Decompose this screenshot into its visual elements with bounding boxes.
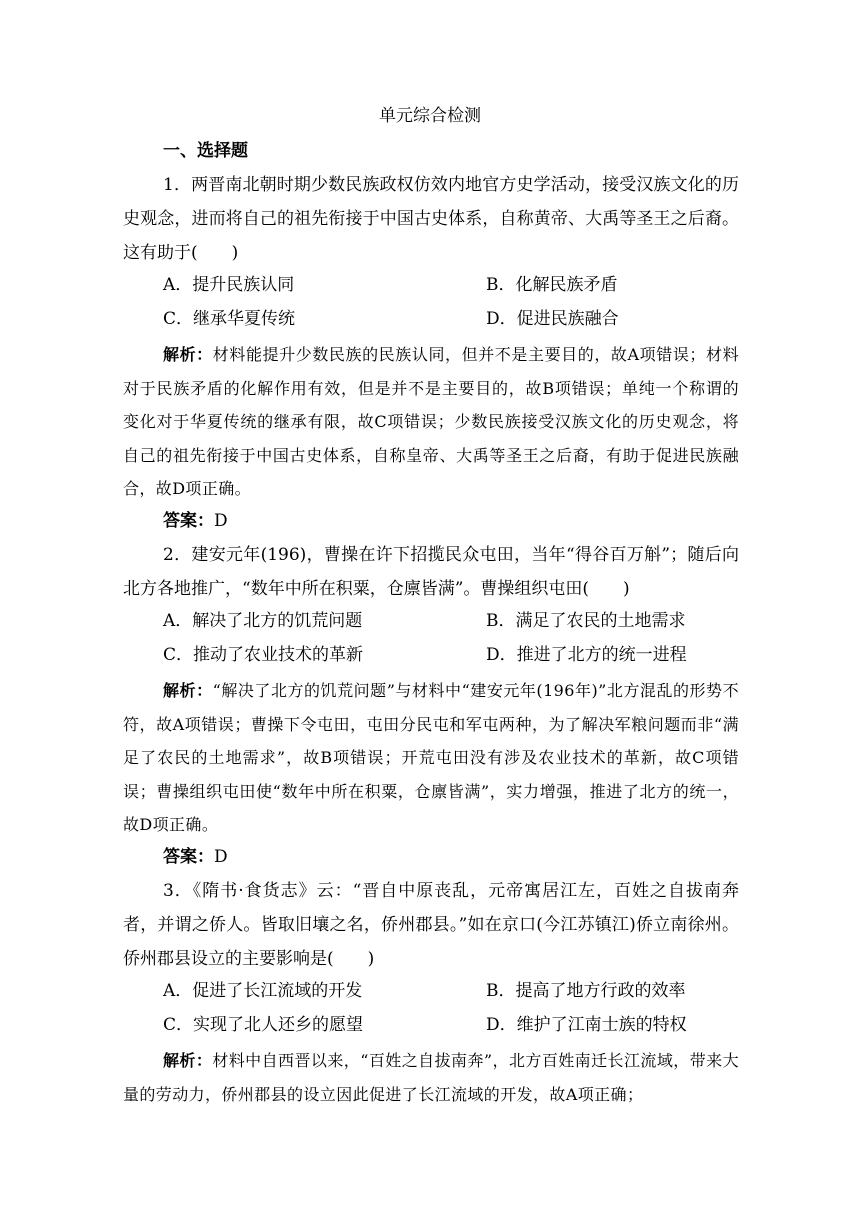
answer-value: D xyxy=(214,847,228,867)
analysis-label: 解析： xyxy=(163,681,213,700)
question-3-option-d: D．维护了江南士族的特权 xyxy=(486,1015,687,1035)
question-2-option-d: D．推进了北方的统一进程 xyxy=(486,645,687,665)
question-1-stem: 1．两晋南北朝时期少数民族政权仿效内地官方史学活动，接受汉族文化的历史观念，进而将自己的祖先衔接于中国古史体系，自称黄帝、大禹等圣王之后裔。这有助于( ) xyxy=(123,175,739,263)
question-1-option-a: A．提升民族认同 xyxy=(163,275,295,295)
analysis-text: 材料中自西晋以来，“百姓之自拔南奔”，北方百姓南迁长江流域，带来大量的劳动力，侨州郡县的设立因此促进了长江流域的开发，故A项正确； xyxy=(123,1051,740,1104)
question-1-answer xyxy=(163,506,228,536)
question-1-analysis xyxy=(123,338,739,506)
question-3-option-c: C．实现了北人还乡的愿望 xyxy=(163,1015,364,1035)
answer-value: D xyxy=(214,511,228,531)
question-2-answer xyxy=(163,842,228,872)
question-1-option-c: C．继承华夏传统 xyxy=(163,309,296,329)
analysis-label: 解析： xyxy=(163,345,213,364)
section-heading: 一、选择题 xyxy=(163,141,248,161)
question-1-option-b: B．化解民族矛盾 xyxy=(486,275,618,295)
answer-label: 答案： xyxy=(163,511,214,531)
question-3-stem: 3．《隋书·食货志》云：“晋自中原丧乱，元帝寓居江左，百姓之自拔南奔者，并谓之侨人。皆取旧壤之名，侨州郡县。”如在京口(今江苏镇江)侨立南徐州。侨州郡县设立的主要影响是( ) xyxy=(123,881,739,969)
question-2-stem: 2．建安元年(196)，曹操在许下招揽民众屯田，当年“得谷百万斛”；随后向北方各地推广，“数年中所在积粟，仓廪皆满”。曹操组织屯田( ) xyxy=(123,545,739,599)
question-2-option-b: B．满足了农民的土地需求 xyxy=(486,611,686,631)
analysis-text: “解决了北方的饥荒问题”与材料中“建安元年(196年)”北方混乱的形势不符，故A项错误；曹操下令屯田，屯田分民屯和军屯两种，为了解决军粮问题而非“满足了农民的土地需求”，故B项错误；开荒屯田没有涉及农业技术的革新，故C项错误；曹操组织屯田使“数年中所在积粟，仓廪皆满”，实力增强，推进了北方的统一，故D项正确。 xyxy=(123,681,739,834)
analysis-text: 材料能提升少数民族的民族认同，但并不是主要目的，故A项错误；材料对于民族矛盾的化解作用有效，但是并不是主要目的，故B项错误；单纯一个称谓的变化对于华夏传统的继承有限，故C项错误；少数民族接受汉族文化的历史观念，将自己的祖先衔接于中国古史体系，自称皇帝、大禹等圣王之后裔，有助于促进民族融合，故D项正确。 xyxy=(123,345,740,498)
question-1-option-d: D．促进民族融合 xyxy=(486,309,619,329)
question-2-analysis xyxy=(123,674,739,842)
question-3-analysis xyxy=(123,1044,739,1111)
question-2-option-c: C．推动了农业技术的革新 xyxy=(163,645,364,665)
question-3-option-b: B．提高了地方行政的效率 xyxy=(486,981,686,1001)
page-title: 单元综合检测 xyxy=(379,106,481,126)
question-3-option-a: A．促进了长江流域的开发 xyxy=(163,981,363,1001)
answer-label: 答案： xyxy=(163,847,214,867)
question-2-option-a: A．解决了北方的饥荒问题 xyxy=(163,611,363,631)
analysis-label: 解析： xyxy=(163,1051,213,1070)
